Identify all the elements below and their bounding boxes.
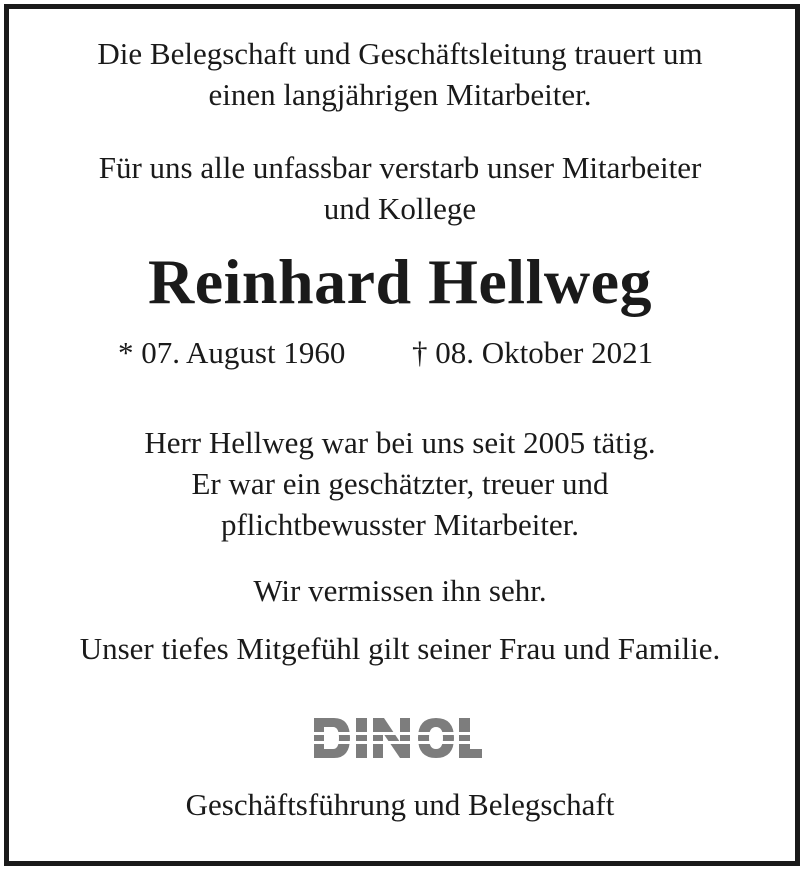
miss-line: Wir vermissen ihn sehr. bbox=[253, 573, 547, 608]
death-date: † 08. Oktober 2021 bbox=[412, 335, 654, 370]
life-dates bbox=[0, 334, 800, 372]
dinol-logo-mark bbox=[314, 718, 482, 758]
signature-line: Geschäftsführung und Belegschaft bbox=[185, 787, 615, 822]
tribute-line-3: pflichtbewusster Mitarbeiter. bbox=[220, 507, 580, 542]
deceased-name: Reinhard Hellweg bbox=[148, 246, 652, 317]
announcement-line-1: Für uns alle unfassbar verstarb unser Mitarbeiter bbox=[98, 150, 702, 185]
tribute-line-1: Herr Hellweg war bei uns seit 2005 tätig. bbox=[144, 425, 656, 460]
announcement-line-2: und Kollege bbox=[323, 191, 477, 226]
intro-line-2: einen langjährigen Mitarbeiter. bbox=[208, 77, 592, 112]
birth-date: * 07. August 1960 bbox=[118, 335, 346, 370]
sympathy-line: Unser tiefes Mitgefühl gilt seiner Frau und Familie. bbox=[79, 631, 721, 666]
intro-line-1: Die Belegschaft und Geschäftsleitung trauert um bbox=[97, 36, 703, 71]
dinol-logo bbox=[312, 716, 482, 760]
tribute-line-2: Er war ein geschätzter, treuer und bbox=[191, 466, 609, 501]
